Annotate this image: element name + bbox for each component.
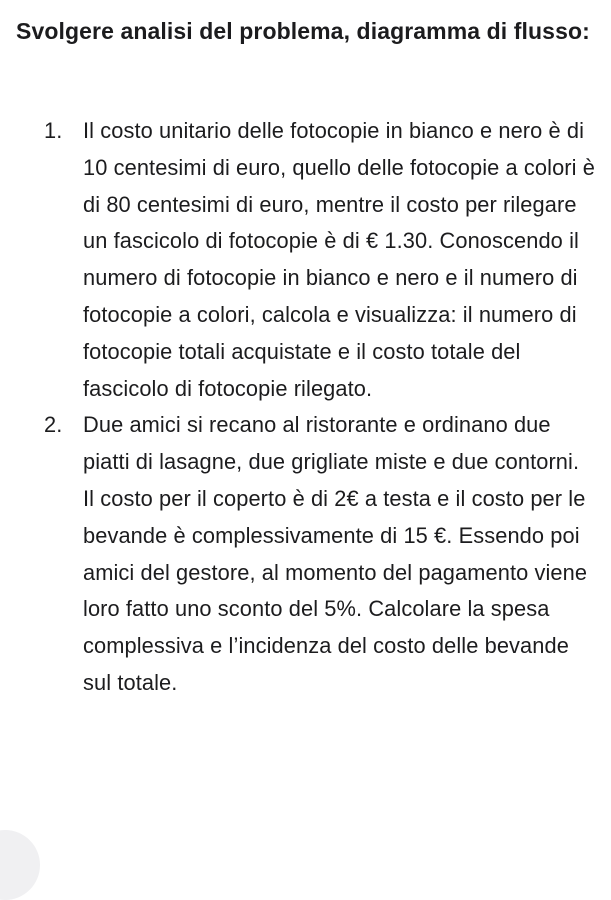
exercise-list (16, 113, 596, 702)
document (16, 12, 596, 695)
list-item (16, 407, 596, 701)
list-item (16, 113, 596, 407)
list-item-number: 2. (44, 412, 63, 438)
list-item-text: Due amici si recano al ristorante e ordinano due piatti di lasagne, due grigliate miste e due contorni. Il costo per il coperto è di 2€ a testa e il costo per le bevande è complessivamente di 15 €. Essendo poi amici del gestore, al momento del pagamento viene loro fatto uno sconto del 5%. Calcolare la spesa complessiva e l’incidenza del costo delle bevande sul totale. (83, 412, 588, 695)
list-item-text: Il costo unitario delle fotocopie in bianco e nero è di 10 centesimi di euro, quello delle fotocopie a colori è di 80 centesimi di euro, mentre il costo per rilegare un fascicolo di fotocopie è di € 1.30. Conoscendo il numero di fotocopie in bianco e nero e il numero di fotocopie a colori, calcola e visualizza: il numero di fotocopie totali acquistate e il costo totale del fascicolo di fotocopie rilegato. (83, 118, 595, 401)
document-title: Svolgere analisi del problema, diagramma di flusso: (16, 18, 590, 44)
corner-shadow (0, 830, 40, 900)
list-item-number: 1. (44, 118, 63, 143)
